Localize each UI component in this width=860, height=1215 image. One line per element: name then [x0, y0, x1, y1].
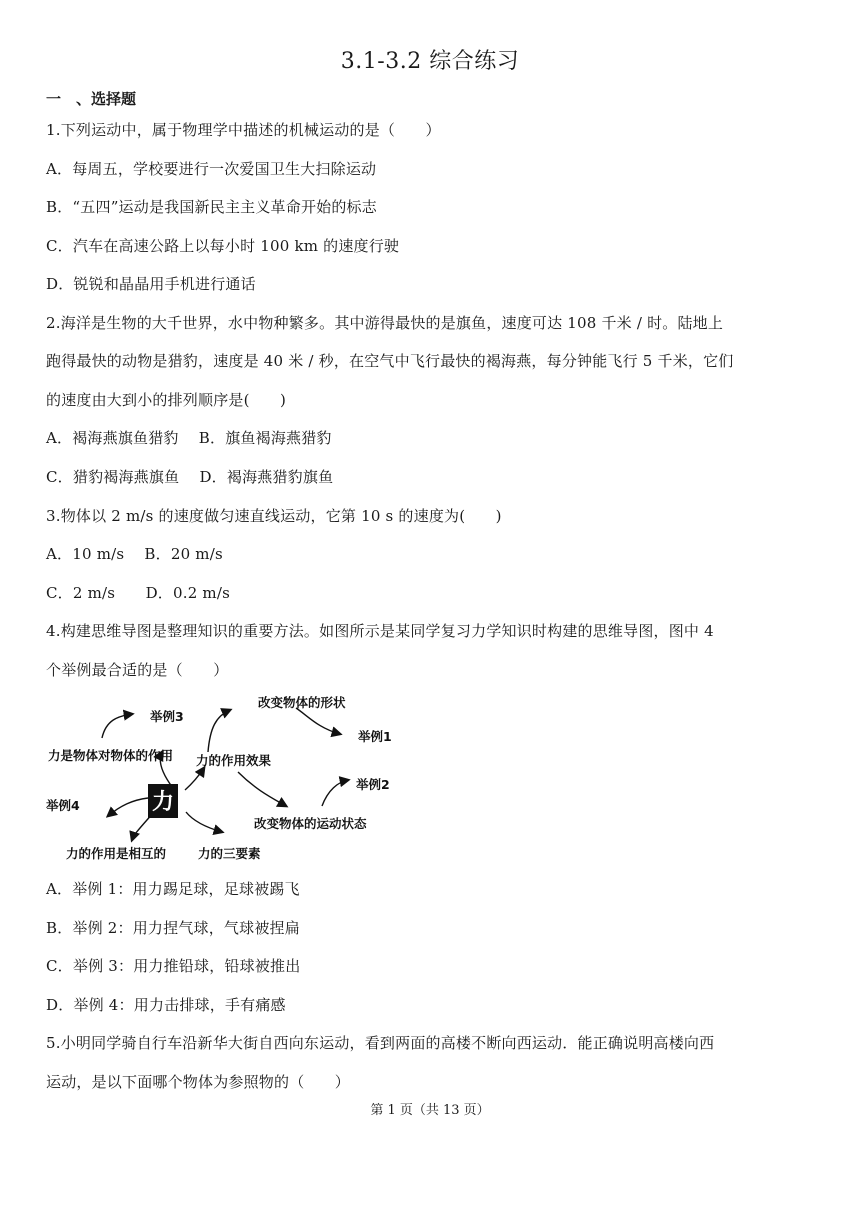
- page-title: 3.1-3.2 综合练习: [340, 49, 520, 74]
- q2-options-cd: C．猎豹褐海燕旗鱼 D．褐海燕猎豹旗鱼: [46, 468, 334, 486]
- question-2-line2: 跑得最快的动物是猎豹，速度是 40 米 / 秒，在空气中飞行最快的褐海燕，每分钟能飞行 5 千米，它们: [46, 352, 734, 370]
- diagram-motion-change: 改变物体的运动状态: [254, 816, 367, 831]
- q4-option-b: B．举例 2：用力捏气球，气球被捏扁: [46, 919, 300, 937]
- section-heading: 一 、选择题: [46, 90, 137, 108]
- page-footer: 第 1 页（共 13 页）: [370, 1103, 490, 1118]
- diagram-example4: 举例4: [46, 798, 80, 813]
- question-2-line3: 的速度由大到小的排列顺序是( ): [46, 391, 287, 409]
- q1-option-b: B．“五四”运动是我国新民主主义革命开始的标志: [46, 198, 377, 216]
- q1-option-d: D．锐锐和晶晶用手机进行通话: [46, 275, 256, 293]
- q4-option-a: A．举例 1：用力踢足球，足球被踢飞: [46, 880, 300, 898]
- diagram-effect: 力的作用效果: [196, 753, 272, 768]
- question-5-line2: 运动，是以下面哪个物体为参照物的（ ）: [46, 1073, 351, 1091]
- diagram-example3: 举例3: [150, 709, 184, 724]
- diagram-mutual: 力的作用是相互的: [66, 846, 167, 861]
- diagram-example1: 举例1: [358, 729, 392, 744]
- diagram-shape-change: 改变物体的形状: [258, 695, 346, 710]
- question-3: 3.物体以 2 m/s 的速度做匀速直线运动，它第 10 s 的速度为( ): [46, 507, 502, 525]
- q4-option-d: D．举例 4：用力击排球，手有痛感: [46, 996, 286, 1014]
- question-2-line1: 2.海洋是生物的大千世界，水中物种繁多。其中游得最快的是旗鱼，速度可达 108 千米 / 时。陆地上: [46, 314, 724, 332]
- diagram-example2: 举例2: [356, 777, 390, 792]
- q3-options-ab: A．10 m/s B．20 m/s: [46, 545, 223, 563]
- question-5-line1: 5.小明同学骑自行车沿新华大街自西向东运动，看到两面的高楼不断向西运动．能正确说明高楼向西: [46, 1034, 715, 1052]
- question-1: 1.下列运动中，属于物理学中描述的机械运动的是（ ）: [46, 121, 441, 139]
- diagram-interaction: 力是物体对物体的作用: [48, 748, 174, 763]
- q1-option-c: C．汽车在高速公路上以每小时 100 km 的速度行驶: [46, 237, 400, 255]
- question-4-line1: 4.构建思维导图是整理知识的重要方法。如图所示是某同学复习力学知识时构建的思维导图，图中 4: [46, 622, 714, 640]
- diagram-three-elements: 力的三要素: [198, 846, 261, 861]
- q1-option-a: A．每周五，学校要进行一次爱国卫生大扫除运动: [46, 160, 377, 178]
- q3-options-cd: C．2 m/s D．0.2 m/s: [46, 584, 230, 602]
- q2-options-ab: A．褐海燕旗鱼猎豹 B．旗鱼褐海燕猎豹: [46, 429, 332, 447]
- q4-option-c: C．举例 3：用力推铅球，铅球被推出: [46, 957, 301, 975]
- mind-map-diagram: [40, 686, 400, 866]
- diagram-center: 力: [151, 790, 175, 815]
- question-4-line2: 个举例最合适的是（ ）: [46, 661, 229, 679]
